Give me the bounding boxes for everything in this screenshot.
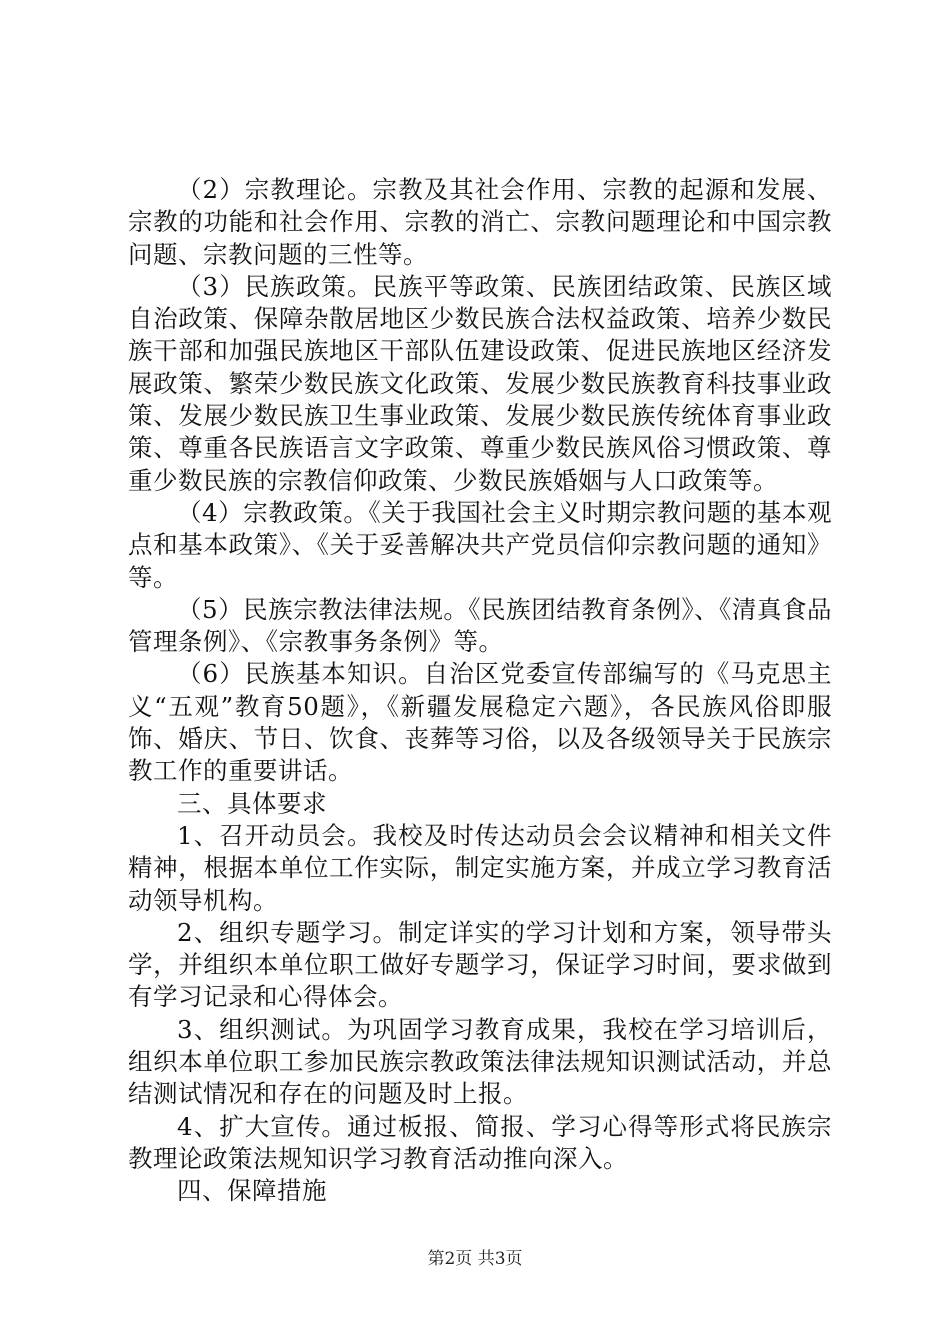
- paragraph-religious-policy: （4）宗教政策。《关于我国社会主义时期宗教问题的基本观点和基本政策》、《关于妥善解决共产党员信仰宗教问题的通知》等。: [128, 497, 832, 592]
- paragraph-requirement-2: 2、组织专题学习。制定详实的学习计划和方案，领导带头学，并组织本单位职工做好专题学习，保证学习时间，要求做到有学习记录和心得体会。: [128, 917, 832, 1012]
- section-heading-requirements: 三、具体要求: [177, 788, 327, 818]
- paragraph-requirement-3: 3、组织测试。为巩固学习教育成果，我校在学习培训后，组织本单位职工参加民族宗教政策法律法规知识测试活动，并总结测试情况和存在的问题及时上报。: [128, 1014, 832, 1109]
- page-number-footer: 第2页 共3页: [427, 1249, 523, 1269]
- paragraph-religious-theory: （2）宗教理论。宗教及其社会作用、宗教的起源和发展、宗教的功能和社会作用、宗教的消亡、宗教问题理论和中国宗教问题、宗教问题的三性等。: [128, 175, 832, 269]
- paragraph-laws-regulations: （5）民族宗教法律法规。《民族团结教育条例》、《清真食品管理条例》、《宗教事务条例》等。: [128, 594, 832, 657]
- section-heading-safeguards: 四、保障措施: [177, 1176, 327, 1206]
- document-body: [128, 174, 832, 1208]
- paragraph-basic-knowledge: （6）民族基本知识。自治区党委宣传部编写的《马克思主义“五观”教育50题》，《新疆发展稳定六题》，各民族风俗即服饰、婚庆、节日、饮食、丧葬等习俗，以及各级领导关于民族宗教工作的重要讲话。: [128, 659, 832, 786]
- paragraph-requirement-4: 4、扩大宣传。通过板报、简报、学习心得等形式将民族宗教理论政策法规知识学习教育活动推向深入。: [128, 1111, 832, 1173]
- paragraph-requirement-1: 1、召开动员会。我校及时传达动员会会议精神和相关文件精神，根据本单位工作实际，制定实施方案，并成立学习教育活动领导机构。: [128, 820, 832, 915]
- paragraph-ethnic-policy: （3）民族政策。民族平等政策、民族团结政策、民族区域自治政策、保障杂散居地区少数民族合法权益政策、培养少数民族干部和加强民族地区干部队伍建设政策、促进民族地区经济发展政策、繁荣少数民族文化政策、发展少数民族教育科技事业政策、发展少数民族卫生事业政策、发展少数民族传统体育事业政策、尊重各民族语言文字政策、尊重少数民族风俗习惯政策、尊重少数民族的宗教信仰政策、少数民族婚姻与人口政策等。: [128, 271, 832, 495]
